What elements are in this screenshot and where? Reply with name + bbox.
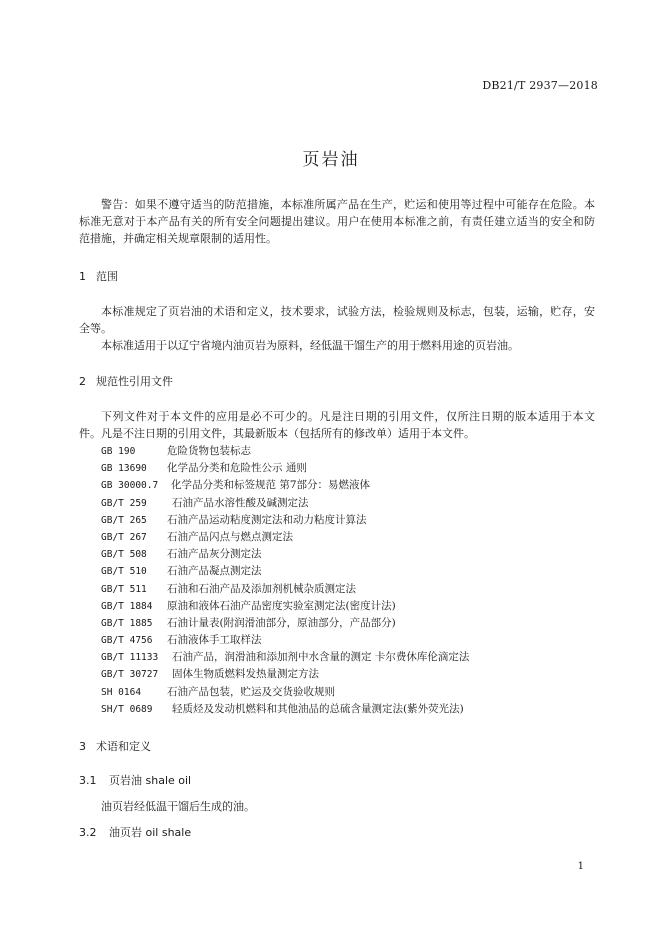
reference-title: 石油产品闪点与燃点测定法 (167, 530, 293, 543)
reference-title: 化学品分类和危险性公示 通则 (167, 462, 307, 475)
reference-list (101, 443, 469, 718)
reference-item (101, 460, 469, 477)
page-number: 1 (577, 861, 584, 872)
reference-item (101, 598, 469, 615)
reference-item (101, 632, 469, 649)
reference-code: GB/T 11133 (101, 652, 159, 664)
reference-title: 危险货物包装标志 (167, 445, 251, 457)
reference-item (101, 495, 469, 512)
reference-item (101, 563, 469, 580)
reference-title: 石油产品，润滑油和添加剂中水含量的测定 卡尔费休库伦滴定法 (172, 651, 470, 664)
reference-code: GB/T 1885 (101, 617, 153, 629)
term-heading-3-2 (79, 824, 191, 840)
term-number: 3.1 (79, 774, 97, 787)
reference-title: 固体生物质燃料发热量测定方法 (172, 668, 319, 681)
reference-code: GB/T 511 (101, 583, 147, 595)
scope-paragraph-2: 本标准适用于以辽宁省境内油页岩为原料，经低温干馏生产的用于燃料用途的页岩油。 (101, 339, 519, 352)
reference-title: 石油液体手工取样法 (167, 634, 262, 647)
scope-paragraph-1: 本标准规定了页岩油的术语和定义，技术要求，试验方法，检验规则及标志，包装，运输，贮存，安全等。 (79, 305, 595, 335)
section-title: 范围 (96, 270, 118, 283)
section-heading-scope (79, 268, 118, 284)
reference-code: GB 30000.7 (101, 480, 159, 492)
section-title: 规范性引用文件 (96, 375, 173, 388)
section-number: 3 (79, 740, 86, 753)
reference-code: GB 13690 (101, 463, 147, 475)
reference-title: 石油产品灰分测定法 (167, 548, 262, 561)
section-title: 术语和定义 (96, 740, 151, 753)
document-title: 页岩油 (302, 150, 360, 170)
references-intro: 下列文件对于本文件的应用是必不可少的。凡是注日期的引用文件，仅所注日期的版本适用于本文件。凡是不注日期的引用文件，其最新版本（包括所有的修改单）适用于本文件。 (79, 410, 595, 440)
term-definition-3-1: 油页岩经低温干馏后生成的油。 (101, 800, 255, 813)
reference-title: 石油和石油产品及添加剂机械杂质测定法 (167, 582, 356, 595)
reference-item (101, 701, 469, 718)
reference-item (101, 477, 469, 494)
reference-title: 石油计量表(附润滑油部分，原油部分，产品部分) (167, 616, 396, 629)
reference-title: 石油产品凝点测定法 (167, 565, 262, 578)
section-number: 2 (79, 375, 86, 388)
reference-title: 原油和液体石油产品密度实验室测定法(密度计法) (167, 599, 396, 612)
reference-title: 化学品分类和标签规范 第7部分：易燃液体 (171, 479, 371, 492)
reference-item (101, 443, 469, 460)
reference-item (101, 649, 469, 666)
reference-code: SH/T 0689 (101, 703, 153, 715)
term-title: 页岩油 shale oil (109, 774, 192, 787)
reference-item (101, 684, 469, 701)
reference-item (101, 529, 469, 546)
reference-code: GB/T 259 (101, 497, 147, 509)
reference-code: GB/T 508 (101, 549, 147, 561)
reference-item (101, 546, 469, 563)
term-number: 3.2 (79, 826, 97, 839)
reference-code: GB/T 267 (101, 531, 147, 543)
section-number: 1 (79, 270, 86, 283)
reference-code: GB 190 (101, 446, 136, 457)
reference-code: GB/T 265 (101, 514, 147, 526)
term-title: 油页岩 oil shale (109, 826, 192, 839)
reference-code: GB/T 4756 (101, 635, 153, 647)
term-heading-3-1 (79, 772, 191, 788)
reference-code: GB/T 30727 (101, 669, 159, 681)
reference-title: 石油产品水溶性酸及碱测定法 (172, 496, 309, 509)
reference-title: 石油产品包装，贮运及交货验收规则 (167, 685, 335, 698)
reference-code: SH 0164 (101, 686, 142, 698)
reference-code: GB/T 510 (101, 566, 147, 578)
warning-paragraph: 警告：如果不遵守适当的防范措施，本标准所属产品在生产，贮运和使用等过程中可能存在危险。本标准无意对于本产品有关的所有安全问题提出建议。用户在使用本标准之前，有责任建立适当的安全和防范措施，并确定相关规章限制的适用性。 (79, 198, 595, 245)
section-heading-terms (79, 738, 151, 754)
reference-title: 石油产品运动粘度测定法和动力粘度计算法 (167, 513, 367, 526)
reference-item (101, 512, 469, 529)
reference-item (101, 581, 469, 598)
reference-item (101, 666, 469, 683)
reference-title: 轻质烃及发动机燃料和其他油品的总硫含量测定法(紫外荧光法) (172, 702, 464, 715)
section-heading-references (79, 373, 173, 389)
reference-code: GB/T 1884 (101, 600, 153, 612)
standard-number: DB21/T 2937—2018 (482, 79, 598, 92)
reference-item (101, 615, 469, 632)
